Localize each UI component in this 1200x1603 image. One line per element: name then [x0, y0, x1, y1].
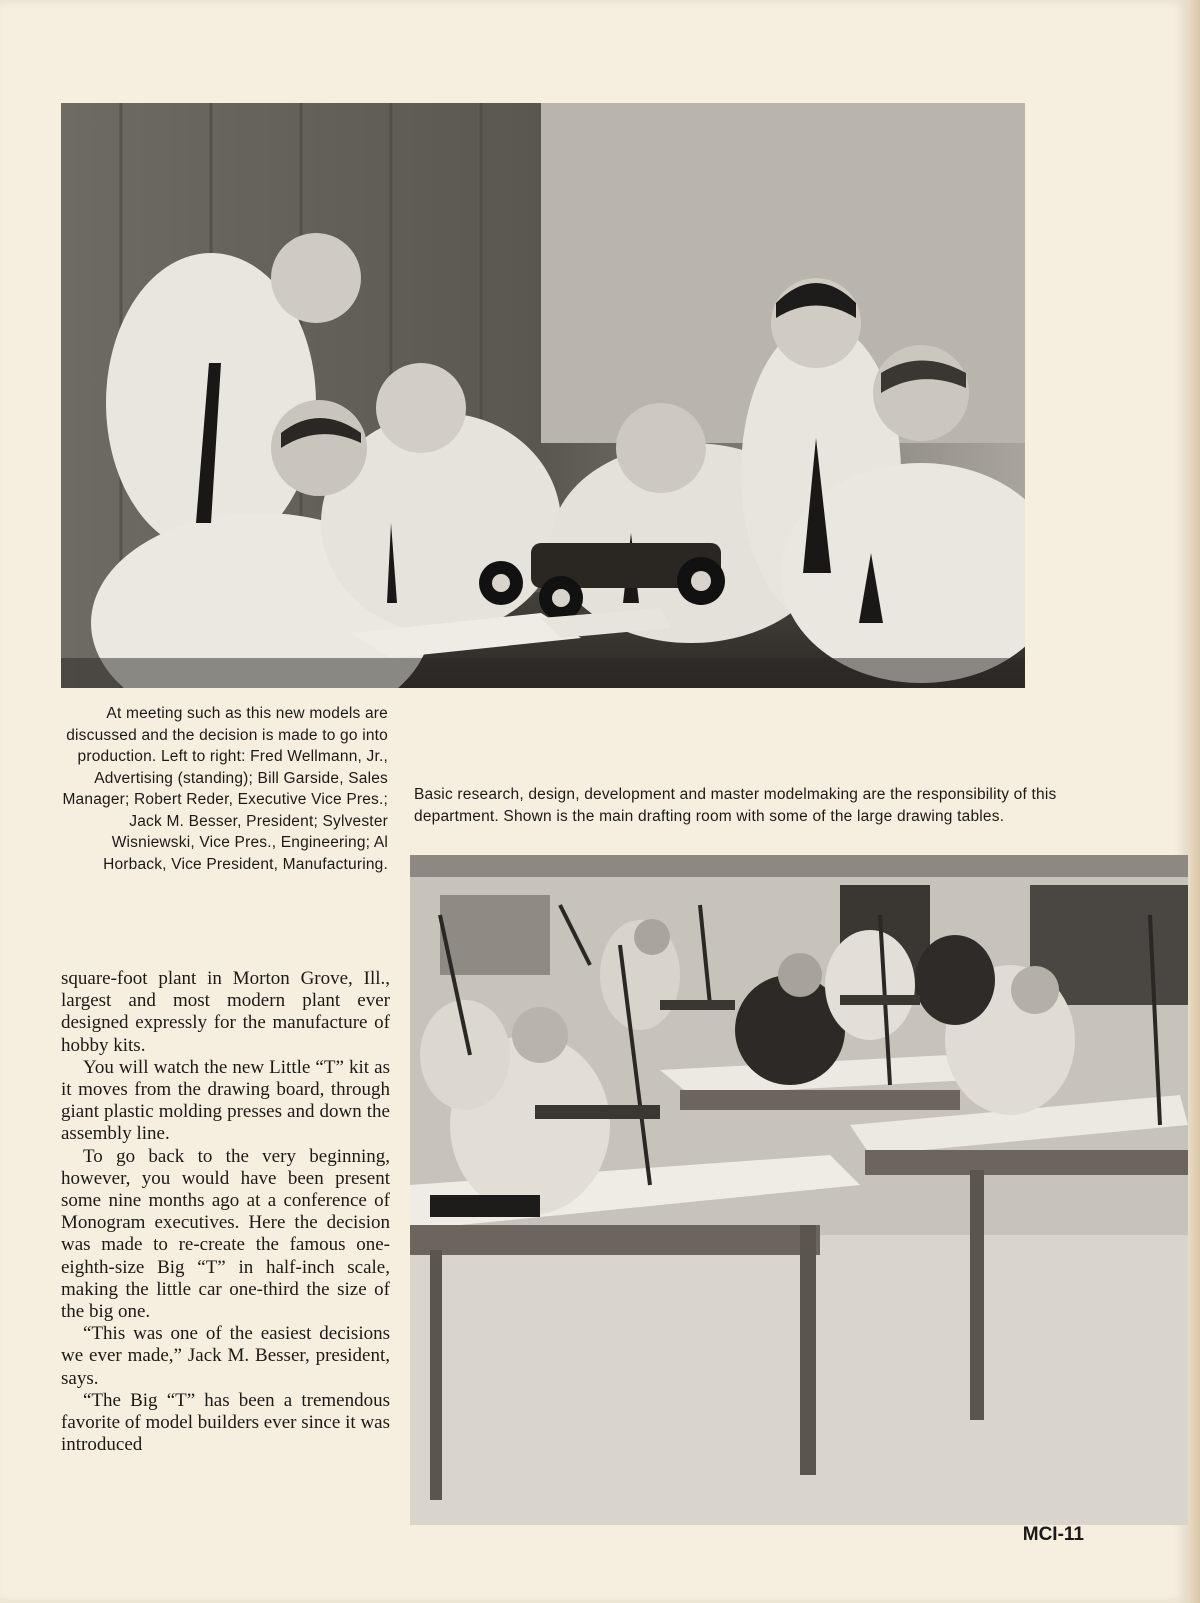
paragraph: “This was one of the easiest decisions we ever made,” Jack M. Besser, president, says. [61, 1323, 390, 1389]
meeting-caption: At meeting such as this new models are discussed and the decision is made to go into production. Left to right: Fred Wellmann, Jr., Advertising (standing); Bill Garside, Sales Manager; Robert Reder, Executive Vice Pres.; Jack M. Besser, President; Sylvester Wisniewski, Vice Pres., Engineering; Al Horback, Vice President, Manufacturing. [62, 705, 388, 873]
drafting-room-photo-image [410, 855, 1188, 1525]
paragraph: To go back to the very beginning, however, you would have been present some nine months ago at a conference of Monogram executives. Here the decision was made to re-create the famous one-eighth-size Big “T” in half-inch scale, making the little car one-third the size of the big one. [61, 1145, 390, 1323]
page-edge [1188, 0, 1200, 1603]
article-body [61, 968, 390, 1456]
meeting-photo [61, 103, 1025, 688]
drafting-room-photo [410, 855, 1188, 1525]
drafting-caption: Basic research, design, development and master modelmaking are the responsibility of this department. Shown is the main drafting room with some of the large drawing tables. [414, 786, 1057, 825]
paragraph: “The Big “T” has been a tremendous favorite of model builders ever since it was introduced [61, 1389, 390, 1456]
paragraph: You will watch the new Little “T” kit as it moves from the drawing board, through giant plastic molding presses and down the assembly line. [61, 1056, 390, 1145]
meeting-photo-image [61, 103, 1025, 688]
paragraph: square-foot plant in Morton Grove, Ill., largest and most modern plant ever designed expressly for the manufacture of hobby kits. [61, 968, 390, 1056]
page-number: MCI-11 [1022, 1524, 1084, 1545]
